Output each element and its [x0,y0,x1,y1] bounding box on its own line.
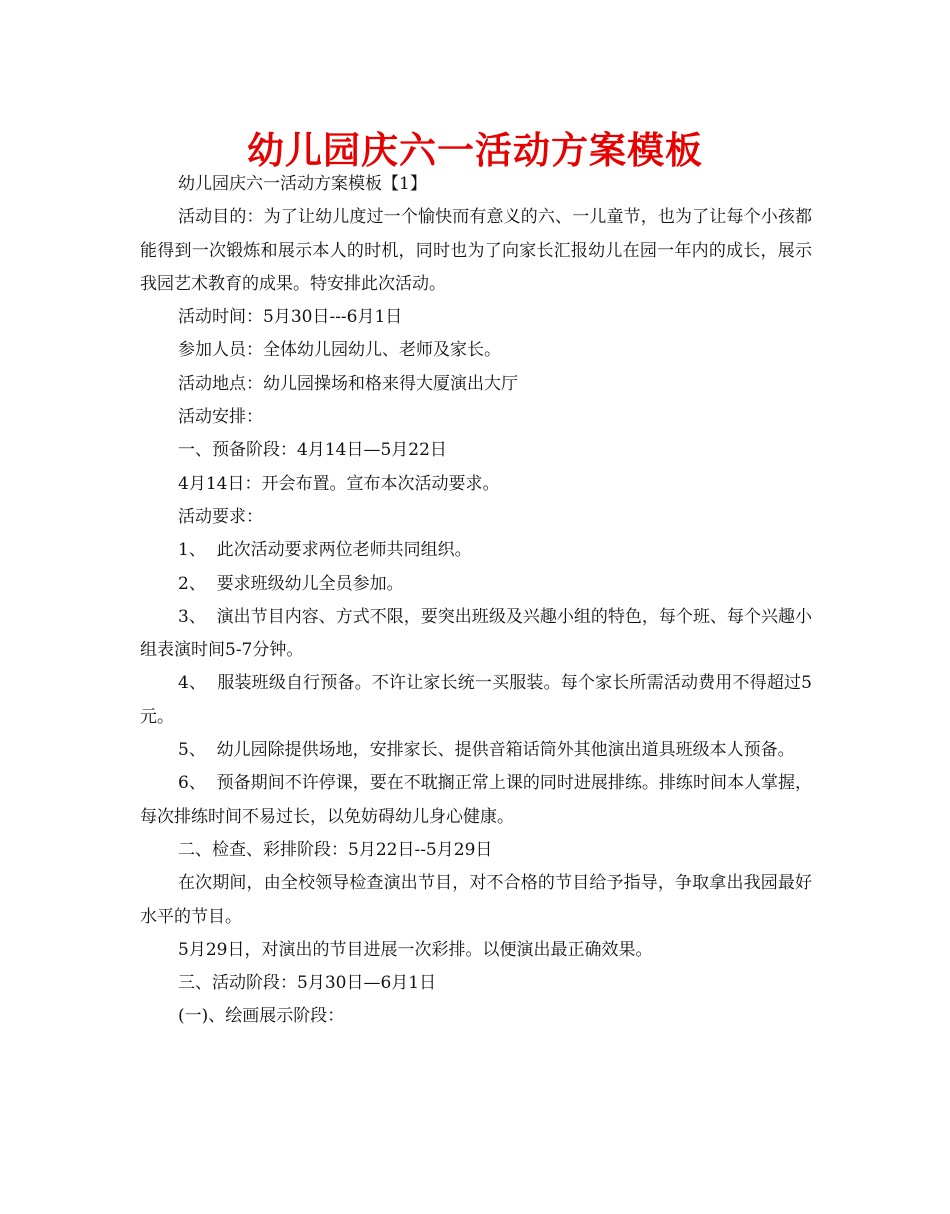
paragraph-requirement-3: 3、 演出节目内容、方式不限，要突出班级及兴趣小组的特色，每个班、每个兴趣小组表演时间5-7分钟。 [140,606,812,661]
paragraph-requirement-2: 2、 要求班级幼儿全员参加。 [178,573,404,594]
paragraph-requirements-heading: 活动要求： [178,506,263,527]
paragraph-subtitle: 幼儿园庆六一活动方案模板【1】 [178,174,427,194]
document-title: 幼儿园庆六一活动方案模板 [247,128,703,172]
paragraph-stage-three: 三、活动阶段：5月30日—6月1日 [178,973,437,994]
paragraph-purpose: 活动目的：为了让幼儿度过一个愉快而有意义的六、一儿童节，也为了让每个小孩都能得到一次锻炼和展示本人的时机，同时也为了向家长汇报幼儿在园一年内的成长，展示我园艺术教育的成果。特安排此次活动。 [140,207,812,294]
paragraph-requirement-6: 6、 预备期间不许停课，要在不耽搁正常上课的同时进展排练。排练时间本人掌握，每次排练时间不易过长，以免妨碍幼儿身心健康。 [140,773,812,827]
paragraph-stage-one: 一、预备阶段：4月14日—5月22日 [178,440,447,461]
paragraph-location: 活动地点：幼儿园操场和格来得大厦演出大厅 [178,373,518,394]
paragraph-requirement-5: 5、 幼儿园除提供场地，安排家长、提供音箱话筒外其他演出道具班级本人预备。 [178,740,795,761]
paragraph-time: 活动时间：5月30日---6月1日 [178,307,403,328]
paragraph-rehearsal: 5月29日，对演出的节目进展一次彩排。以便演出最正确效果。 [178,939,653,960]
paragraph-inspection: 在次期间，由全校领导检查演出节目，对不合格的节目给予指导，争取拿出我园最好水平的节目。 [140,873,812,927]
paragraph-stage-two: 二、检查、彩排阶段：5月22日--5月29日 [178,839,493,860]
document-body [140,168,812,1034]
paragraph-april-14: 4月14日：开会布置。宣布本次活动要求。 [178,473,500,494]
paragraph-requirement-4: 4、 服装班级自行预备。不许让家长统一买服装。每个家长所需活动费用不得超过5元。 [140,673,812,727]
paragraph-arrangement-heading: 活动安排： [178,407,263,428]
paragraph-participants: 参加人员：全体幼儿园幼儿、老师及家长。 [178,340,501,361]
paragraph-requirement-1: 1、 此次活动要求两位老师共同组织。 [178,540,472,561]
paragraph-painting-stage: (一)、绘画展示阶段： [178,1006,345,1027]
